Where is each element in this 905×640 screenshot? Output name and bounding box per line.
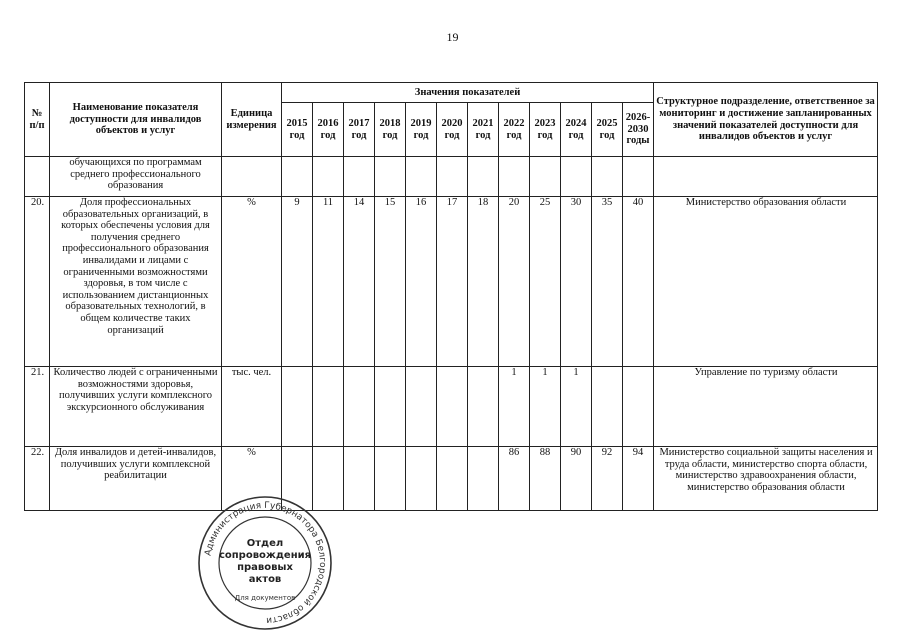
row-value: 1 xyxy=(530,367,561,447)
row-value xyxy=(592,367,623,447)
row-value xyxy=(282,157,313,197)
row-num: 22. xyxy=(25,447,50,511)
row-value xyxy=(561,157,592,197)
header-year-3: 2018 год xyxy=(375,103,406,157)
header-year-11: 2026-2030 годы xyxy=(623,103,654,157)
stamp-ring-text: Администрация Губернатора Белгородской области xyxy=(203,500,328,626)
row-value: 92 xyxy=(592,447,623,511)
stamp-line-3: правовых xyxy=(237,562,293,573)
header-num: № п/п xyxy=(25,83,50,157)
row-value: 1 xyxy=(499,367,530,447)
row-value xyxy=(313,367,344,447)
header-year-8: 2023 год xyxy=(530,103,561,157)
table-row xyxy=(25,367,878,447)
row-value: 30 xyxy=(561,197,592,367)
header-responsible: Структурное подразделение, ответственное за мониторинг и достижение запланированных значений показателей доступности для инвалидов объектов и услуг xyxy=(654,83,878,157)
stamp-line-2: сопровождения xyxy=(218,550,312,561)
row-name: обучающихся по программам среднего профессионального образования xyxy=(50,157,222,197)
row-responsible: Управление по туризму области xyxy=(654,367,878,447)
row-value xyxy=(592,157,623,197)
row-unit xyxy=(222,157,282,197)
header-unit: Единица измерения xyxy=(222,83,282,157)
header-year-7: 2022 год xyxy=(499,103,530,157)
table-row xyxy=(25,447,878,511)
row-value: 94 xyxy=(623,447,654,511)
row-value xyxy=(375,367,406,447)
row-value xyxy=(437,367,468,447)
header-year-10: 2025 год xyxy=(592,103,623,157)
row-value xyxy=(468,157,499,197)
header-year-6: 2021 год xyxy=(468,103,499,157)
row-responsible xyxy=(654,157,878,197)
row-value xyxy=(344,157,375,197)
header-values: Значения показателей xyxy=(282,83,654,103)
row-value xyxy=(437,157,468,197)
row-responsible: Министерство образования области xyxy=(654,197,878,367)
header-year-2: 2017 год xyxy=(344,103,375,157)
row-value xyxy=(282,367,313,447)
row-value xyxy=(375,157,406,197)
header-year-1: 2016 год xyxy=(313,103,344,157)
row-value xyxy=(623,157,654,197)
header-year-4: 2019 год xyxy=(406,103,437,157)
row-value: 18 xyxy=(468,197,499,367)
row-num: 20. xyxy=(25,197,50,367)
row-num: 21. xyxy=(25,367,50,447)
row-value xyxy=(437,447,468,511)
row-value xyxy=(344,447,375,511)
indicators-table xyxy=(24,82,878,511)
row-value xyxy=(468,447,499,511)
row-value: 90 xyxy=(561,447,592,511)
row-value: 40 xyxy=(623,197,654,367)
header-year-5: 2020 год xyxy=(437,103,468,157)
row-value: 11 xyxy=(313,197,344,367)
row-value xyxy=(406,367,437,447)
row-value xyxy=(313,157,344,197)
row-responsible: Министерство социальной защиты населения и труда области, министерство спорта области, министерство здравоохранения области, министерство образования области xyxy=(654,447,878,511)
row-unit: тыс. чел. xyxy=(222,367,282,447)
row-value xyxy=(344,367,375,447)
row-value xyxy=(406,447,437,511)
stamp-line-4: актов xyxy=(248,574,282,585)
row-value xyxy=(530,157,561,197)
row-value xyxy=(499,157,530,197)
table-row xyxy=(25,197,878,367)
official-stamp xyxy=(196,494,334,632)
row-name: Доля профессиональных образовательных организаций, в которых обеспечены условия для получения среднего профессионального образования инвалидами и лицами с ограниченными возможностями здоровья, в том числе с использованием дистанционных образовательных технологий, в общем количестве таких организаций xyxy=(50,197,222,367)
row-unit: % xyxy=(222,197,282,367)
page-number: 19 xyxy=(446,30,459,44)
row-value: 86 xyxy=(499,447,530,511)
row-value: 14 xyxy=(344,197,375,367)
stamp-line-1: Отдел xyxy=(246,538,284,549)
row-name: Количество людей с ограниченными возможностями здоровья, получивших услуги комплексного экскурсионного обслуживания xyxy=(50,367,222,447)
row-num xyxy=(25,157,50,197)
row-value xyxy=(375,447,406,511)
row-value: 25 xyxy=(530,197,561,367)
row-value xyxy=(468,367,499,447)
table-row xyxy=(25,157,878,197)
row-value: 16 xyxy=(406,197,437,367)
row-value xyxy=(406,157,437,197)
row-value: 1 xyxy=(561,367,592,447)
row-name: Доля инвалидов и детей-инвалидов, получивших услуги комплексной реабилитации xyxy=(50,447,222,511)
header-name: Наименование показателя доступности для инвалидов объектов и услуг xyxy=(50,83,222,157)
row-unit: % xyxy=(222,447,282,511)
row-value: 20 xyxy=(499,197,530,367)
header-year-0: 2015 год xyxy=(282,103,313,157)
header-year-9: 2024 год xyxy=(561,103,592,157)
row-value: 15 xyxy=(375,197,406,367)
row-value xyxy=(623,367,654,447)
row-value: 9 xyxy=(282,197,313,367)
row-value: 17 xyxy=(437,197,468,367)
row-value: 88 xyxy=(530,447,561,511)
stamp-seal xyxy=(196,494,334,632)
stamp-bottom-text: Для документов xyxy=(234,594,296,602)
row-value: 35 xyxy=(592,197,623,367)
